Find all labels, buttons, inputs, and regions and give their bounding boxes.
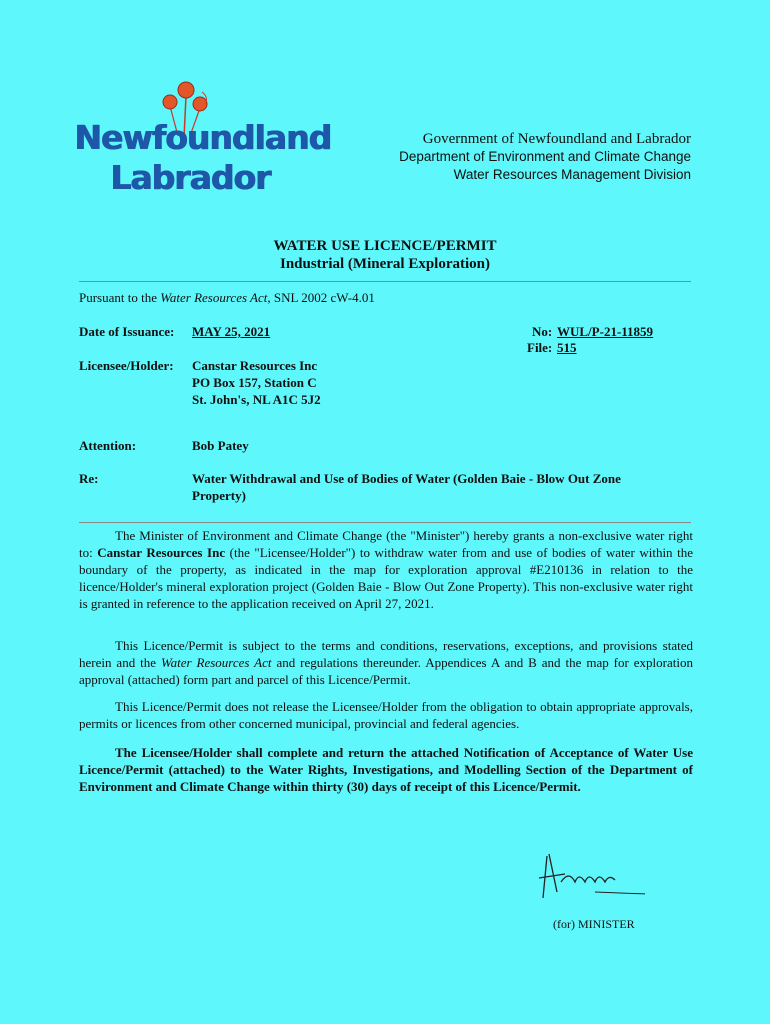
grant-text-c: (the "Licensee/Holder") to withdraw water from and use of bodies of water within the boundary of the property, as indicated in the map for exploration approval #E210136 in relation to the licence/Holder's mineral exploration project (Golden Baie - Blow Out Zone Property). This non-exclusive water right is granted in reference to the application received on April 27, 2021.	[79, 545, 693, 611]
re-line-1: Water Withdrawal and Use of Bodies of Water (Golden Baie - Blow Out Zone	[192, 471, 621, 486]
newfoundland-labrador-logo	[74, 78, 331, 198]
minister-signature	[535, 848, 645, 908]
licensee-city-line: St. John's, NL A1C 5J2	[192, 392, 321, 407]
logo-labrador: Labrador	[110, 158, 271, 197]
obligation-paragraph: This Licence/Permit does not release the Licensee/Holder from the obligation to obtain appropriate approvals, permits or licences from other concerned municipal, provincial and federal agencies.	[79, 699, 693, 731]
terms-text-a: This Licence/Permit is subject to the terms and conditions, reservations, exceptions, and provisions stated herein and the	[79, 638, 693, 670]
document-title-block	[0, 237, 770, 273]
licence-number: WUL/P-21-11859	[557, 324, 654, 339]
licensee-label: Licensee/Holder:	[79, 358, 174, 373]
divider-top	[79, 281, 691, 282]
licensee-name: Canstar Resources Inc	[192, 358, 318, 373]
pursuant-act: Water Resources Act	[160, 290, 268, 305]
grant-licensee-name: Canstar Resources Inc	[97, 545, 226, 560]
re-label: Re:	[79, 471, 99, 486]
grant-paragraph	[79, 527, 693, 612]
re-value	[192, 470, 621, 504]
document-subtitle: Industrial (Mineral Exploration)	[279, 256, 490, 272]
file-label: File:	[527, 340, 553, 355]
licensee-address	[192, 357, 321, 408]
document-title: WATER USE LICENCE/PERMIT	[273, 238, 497, 254]
logo-newfoundland: Newfoundland	[74, 118, 331, 157]
government-name: Government of Newfoundland and Labrador	[422, 131, 691, 147]
division-name: Water Resources Management Division	[453, 167, 691, 182]
terms-paragraph	[79, 637, 693, 688]
terms-act: Water Resources Act	[160, 655, 272, 670]
signature-caption: (for) MINISTER	[553, 917, 635, 931]
re-line-2: Property)	[192, 488, 246, 503]
grant-text-a: The Minister of Environment and Climate Change (the "Minister") hereby grants a non-exclusive water right to:	[79, 528, 693, 560]
licensee-address-line: PO Box 157, Station C	[192, 375, 317, 390]
divider-middle	[79, 522, 691, 523]
government-header	[399, 130, 691, 184]
pursuant-prefix: Pursuant to the	[79, 290, 161, 305]
pursuant-suffix: , SNL 2002 cW-4.01	[267, 290, 375, 305]
terms-text-c: and regulations thereunder. Appendices A and B and the map for exploration approval (attached) form part and parcel of this Licence/Permit.	[79, 655, 693, 687]
date-value: MAY 25, 2021	[192, 324, 271, 339]
pursuant-line	[79, 289, 375, 306]
attention-value: Bob Patey	[192, 438, 249, 453]
date-label: Date of Issuance:	[79, 324, 175, 339]
acceptance-paragraph: The Licensee/Holder shall complete and return the attached Notification of Acceptance of Water Use Licence/Permit (attached) to the Water Rights, Investigations, and Modelling Section of the Department of Environment and Climate Change within thirty (30) days of receipt of this Licence/Permit.	[79, 745, 693, 794]
department-name: Department of Environment and Climate Change	[399, 149, 691, 164]
attention-label: Attention:	[79, 438, 137, 453]
licence-number-label: No:	[532, 324, 553, 339]
file-number: 515	[557, 340, 577, 355]
